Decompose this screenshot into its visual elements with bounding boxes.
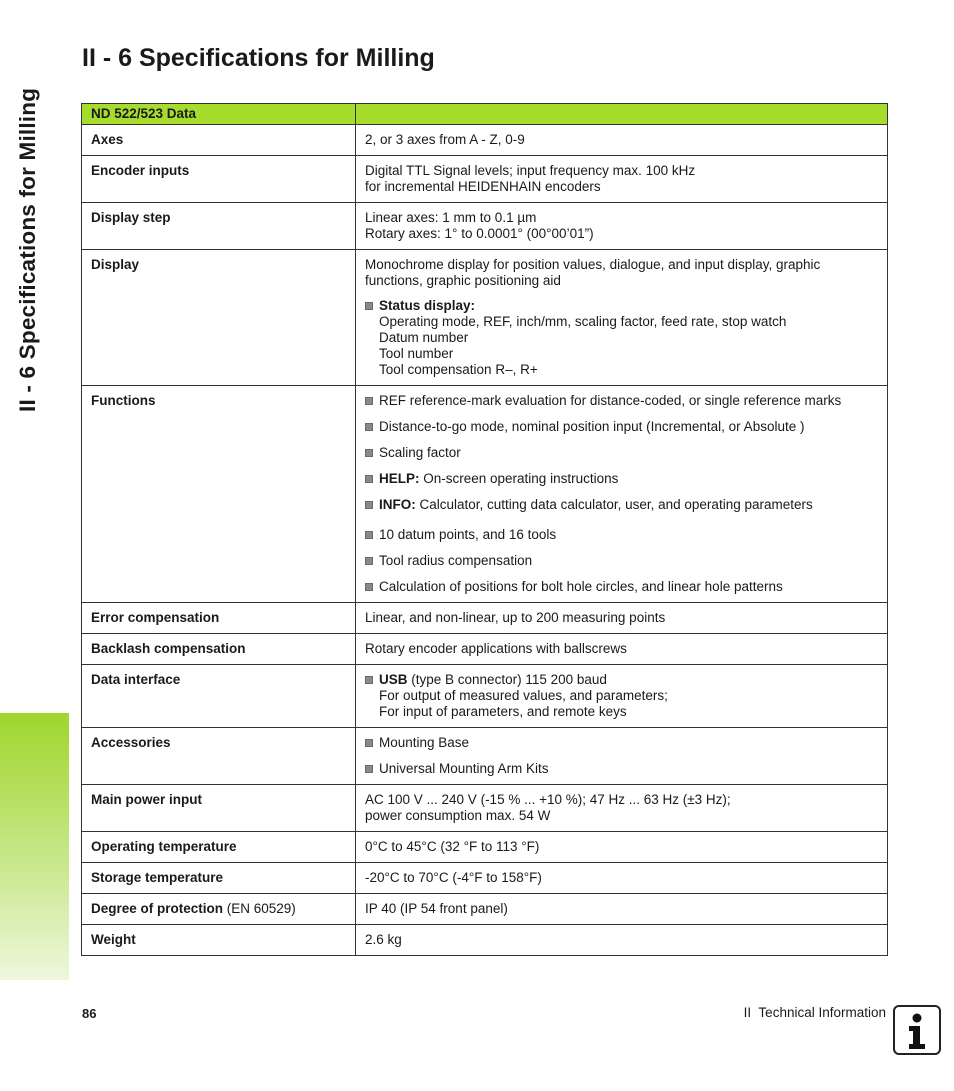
table-row [82, 863, 888, 894]
row-label: Encoder inputs [82, 156, 356, 203]
usb-label: USB [379, 672, 408, 687]
row-label: Functions [82, 386, 356, 603]
row-value: 2.6 kg [356, 925, 888, 956]
value-line: Digital TTL Signal levels; input frequency max. 100 kHz [365, 163, 696, 178]
list-item: Mounting Base [365, 735, 878, 751]
row-label: Data interface [82, 665, 356, 728]
list-item: Distance-to-go mode, nominal position input (Incremental, or Absolute ) [365, 419, 878, 435]
table-row [82, 250, 888, 386]
value-line: Operating mode, REF, inch/mm, scaling factor, feed rate, stop watch [379, 314, 787, 329]
list-item [365, 471, 878, 487]
table-row [82, 894, 888, 925]
value-line: Monochrome display for position values, dialogue, and input display, graphic functions, graphic positioning aid [365, 257, 821, 288]
row-value: Rotary encoder applications with ballscrews [356, 634, 888, 665]
row-value: 0°C to 45°C (32 °F to 113 °F) [356, 832, 888, 863]
row-value: -20°C to 70°C (-4°F to 158°F) [356, 863, 888, 894]
row-label: Backlash compensation [82, 634, 356, 665]
list-item: 10 datum points, and 16 tools [365, 527, 878, 543]
value-line: Tool compensation R–, R+ [379, 362, 538, 377]
status-display-label: Status display: [379, 298, 476, 313]
info-label: INFO: [379, 497, 416, 512]
table-header-row [82, 104, 888, 125]
row-value: Linear, and non-linear, up to 200 measuring points [356, 603, 888, 634]
table-row [82, 728, 888, 785]
table-row [82, 925, 888, 956]
footer-section-title: II Technical Information [743, 1005, 886, 1020]
table-row [82, 603, 888, 634]
list-item [365, 497, 878, 513]
row-label [82, 894, 356, 925]
list-item [365, 298, 878, 378]
table-row [82, 832, 888, 863]
row-label: Axes [82, 125, 356, 156]
table-header-label: ND 522/523 Data [82, 104, 356, 125]
row-value: IP 40 (IP 54 front panel) [356, 894, 888, 925]
row-label: Weight [82, 925, 356, 956]
table-row [82, 203, 888, 250]
row-value [356, 728, 888, 785]
value-line: Rotary axes: 1° to 0.0001° (00°00’01”) [365, 226, 594, 241]
side-section-title: II - 6 Specifications for Milling [15, 87, 40, 412]
row-value [356, 203, 888, 250]
row-label: Main power input [82, 785, 356, 832]
list-item: Calculation of positions for bolt hole circles, and linear hole patterns [365, 579, 878, 595]
page-number: 86 [82, 1006, 97, 1021]
value-line: power consumption max. 54 W [365, 808, 551, 823]
value-line: AC 100 V ... 240 V (-15 % ... +10 %); 47 Hz ... 63 Hz (±3 Hz); [365, 792, 731, 807]
table-row [82, 156, 888, 203]
table-row [82, 125, 888, 156]
protection-label: Degree of protection [91, 901, 224, 916]
info-icon [893, 1005, 941, 1055]
row-label: Accessories [82, 728, 356, 785]
value-line: Linear axes: 1 mm to 0.1 µm [365, 210, 537, 225]
row-value [356, 386, 888, 603]
list-item: Scaling factor [365, 445, 878, 461]
row-label: Operating temperature [82, 832, 356, 863]
help-text: On-screen operating instructions [419, 471, 619, 486]
row-value: 2, or 3 axes from A - Z, 0-9 [356, 125, 888, 156]
table-row [82, 785, 888, 832]
row-value [356, 665, 888, 728]
info-text: Calculator, cutting data calculator, user, and operating parameters [415, 497, 813, 512]
protection-standard: (EN 60529) [223, 901, 296, 916]
specifications-table [81, 103, 888, 956]
value-line: For output of measured values, and parameters; [379, 688, 668, 703]
row-value [356, 250, 888, 386]
side-tab-gradient [0, 713, 69, 980]
table-row [82, 386, 888, 603]
row-label: Error compensation [82, 603, 356, 634]
row-label: Storage temperature [82, 863, 356, 894]
help-label: HELP: [379, 471, 420, 486]
table-header-value [356, 104, 888, 125]
value-line: Datum number [379, 330, 469, 345]
value-line: Tool number [379, 346, 454, 361]
table-row [82, 665, 888, 728]
page-title: II - 6 Specifications for Milling [82, 44, 435, 72]
usb-text: (type B connector) 115 200 baud [407, 672, 607, 687]
list-item: REF reference-mark evaluation for distance-coded, or single reference marks [365, 393, 878, 409]
row-value [356, 785, 888, 832]
list-item: Universal Mounting Arm Kits [365, 761, 878, 777]
value-line: For input of parameters, and remote keys [379, 704, 627, 719]
list-item [365, 672, 878, 720]
table-row [82, 634, 888, 665]
row-label: Display [82, 250, 356, 386]
list-item: Tool radius compensation [365, 553, 878, 569]
value-line: for incremental HEIDENHAIN encoders [365, 179, 601, 194]
row-label: Display step [82, 203, 356, 250]
row-value [356, 156, 888, 203]
